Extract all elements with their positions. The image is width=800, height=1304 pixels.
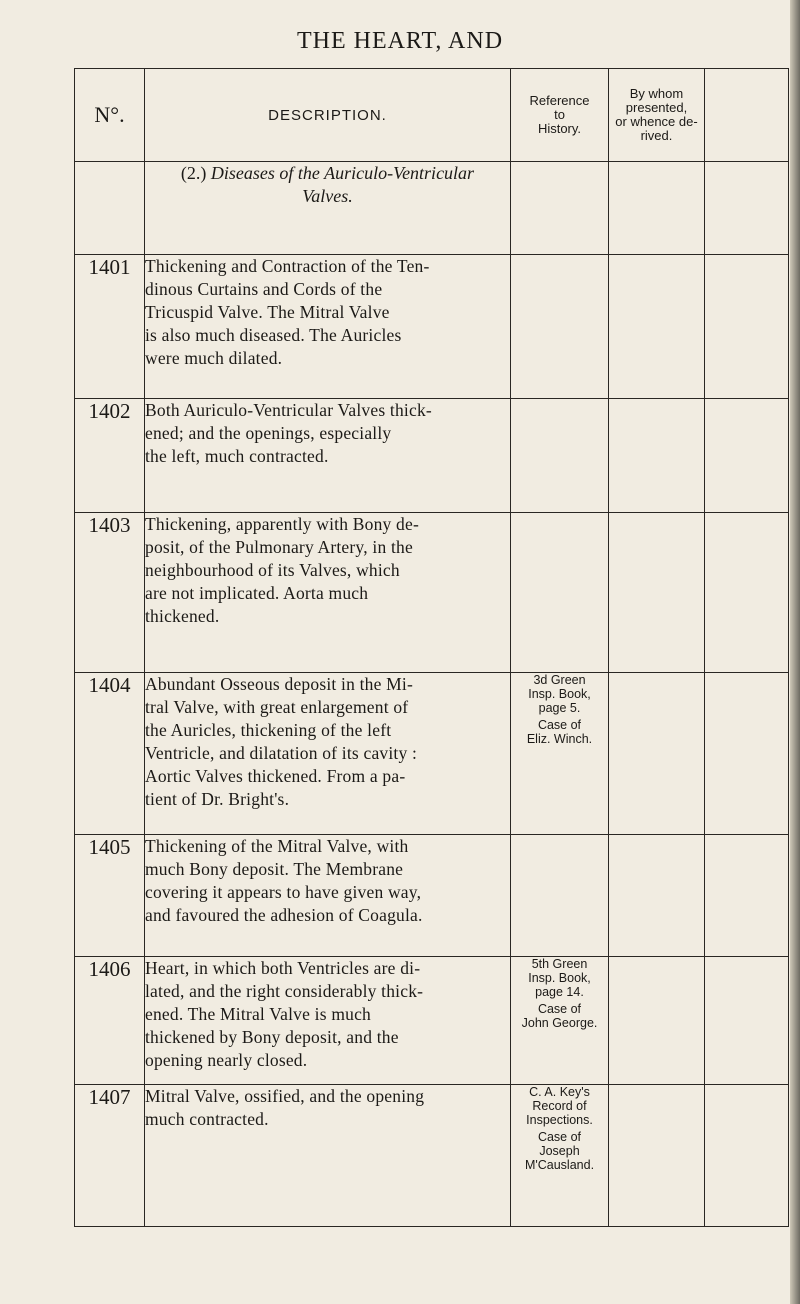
presented-by bbox=[609, 255, 705, 399]
blank-column bbox=[705, 673, 789, 835]
specimen-number: 1403 bbox=[75, 513, 145, 673]
specimen-number: 1405 bbox=[75, 835, 145, 957]
history-reference bbox=[511, 513, 609, 673]
blank-column bbox=[705, 399, 789, 513]
specimen-number: 1404 bbox=[75, 673, 145, 835]
catalogue-table bbox=[74, 68, 789, 1227]
blank-column bbox=[705, 1085, 789, 1227]
specimen-number: 1407 bbox=[75, 1085, 145, 1227]
blank-column bbox=[705, 513, 789, 673]
specimen-number: 1406 bbox=[75, 957, 145, 1085]
specimen-description: Thickening and Contraction of the Ten- dinous Curtains and Cords of the Tricuspid Valve. The Mitral Valve is also much diseased. The Auricles were much dilated. bbox=[145, 255, 511, 399]
specimen-description: Both Auriculo-Ventricular Valves thick- ened; and the openings, especially the left, much contracted. bbox=[145, 399, 511, 513]
specimen-description: Heart, in which both Ventricles are di- lated, and the right considerably thick- ened. The Mitral Valve is much thickened by Bony deposit, and the opening nearly closed. bbox=[145, 957, 511, 1085]
blank-column bbox=[705, 255, 789, 399]
specimen-description: Mitral Valve, ossified, and the opening much contracted. bbox=[145, 1085, 511, 1227]
running-title: THE HEART, AND bbox=[296, 28, 504, 54]
case-name: Case of Eliz. Winch. bbox=[526, 718, 593, 746]
specimen-number: 1402 bbox=[75, 399, 145, 513]
section-heading-row bbox=[75, 162, 789, 255]
presented-by bbox=[609, 399, 705, 513]
presented-by bbox=[609, 513, 705, 673]
case-name: Case of John George. bbox=[521, 1002, 598, 1030]
table-row bbox=[75, 255, 789, 399]
presented-by bbox=[609, 1085, 705, 1227]
table-row bbox=[75, 513, 789, 673]
page-edge-shadow bbox=[790, 0, 800, 1304]
specimen-number: 1401 bbox=[75, 255, 145, 399]
history-reference bbox=[511, 835, 609, 957]
section-heading: (2.) Diseases of the Auriculo-Ventricular Valves. bbox=[145, 162, 511, 255]
header-reference: Reference to History. bbox=[511, 69, 609, 162]
history-reference: 3d Green Insp. Book, page 5. Case of Eliz. Winch. bbox=[511, 673, 609, 835]
history-reference: C. A. Key's Record of Inspections. Case of Joseph M'Causland. bbox=[511, 1085, 609, 1227]
header-presented: By whom presented, or whence de- rived. bbox=[609, 69, 705, 162]
presented-by bbox=[609, 957, 705, 1085]
presented-by bbox=[609, 835, 705, 957]
history-reference: 5th Green Insp. Book, page 14. Case of John George. bbox=[511, 957, 609, 1085]
blank-column bbox=[705, 835, 789, 957]
table-row bbox=[75, 957, 789, 1085]
history-reference bbox=[511, 255, 609, 399]
table-header-row bbox=[75, 69, 789, 162]
history-reference bbox=[511, 399, 609, 513]
specimen-description: Abundant Osseous deposit in the Mi- tral Valve, with great enlargement of the Auricles, thickening of the left Ventricle, and dilatation of its cavity : Aortic Valves thickened. From a pa- tient of Dr. Bright's. bbox=[145, 673, 511, 835]
table-row bbox=[75, 399, 789, 513]
header-number: N°. bbox=[75, 69, 145, 162]
case-name: Case of Joseph M'Causland. bbox=[524, 1130, 595, 1172]
blank-column bbox=[705, 957, 789, 1085]
table-row bbox=[75, 1085, 789, 1227]
table-row bbox=[75, 673, 789, 835]
header-description: DESCRIPTION. bbox=[145, 69, 511, 162]
header-blank bbox=[705, 69, 789, 162]
table-row bbox=[75, 835, 789, 957]
specimen-description: Thickening, apparently with Bony de- posit, of the Pulmonary Artery, in the neighbourhood of its Valves, which are not implicated. Aorta much thickened. bbox=[145, 513, 511, 673]
specimen-description: Thickening of the Mitral Valve, with much Bony deposit. The Membrane covering it appears to have given way, and favoured the adhesion of Coagula. bbox=[145, 835, 511, 957]
presented-by bbox=[609, 673, 705, 835]
